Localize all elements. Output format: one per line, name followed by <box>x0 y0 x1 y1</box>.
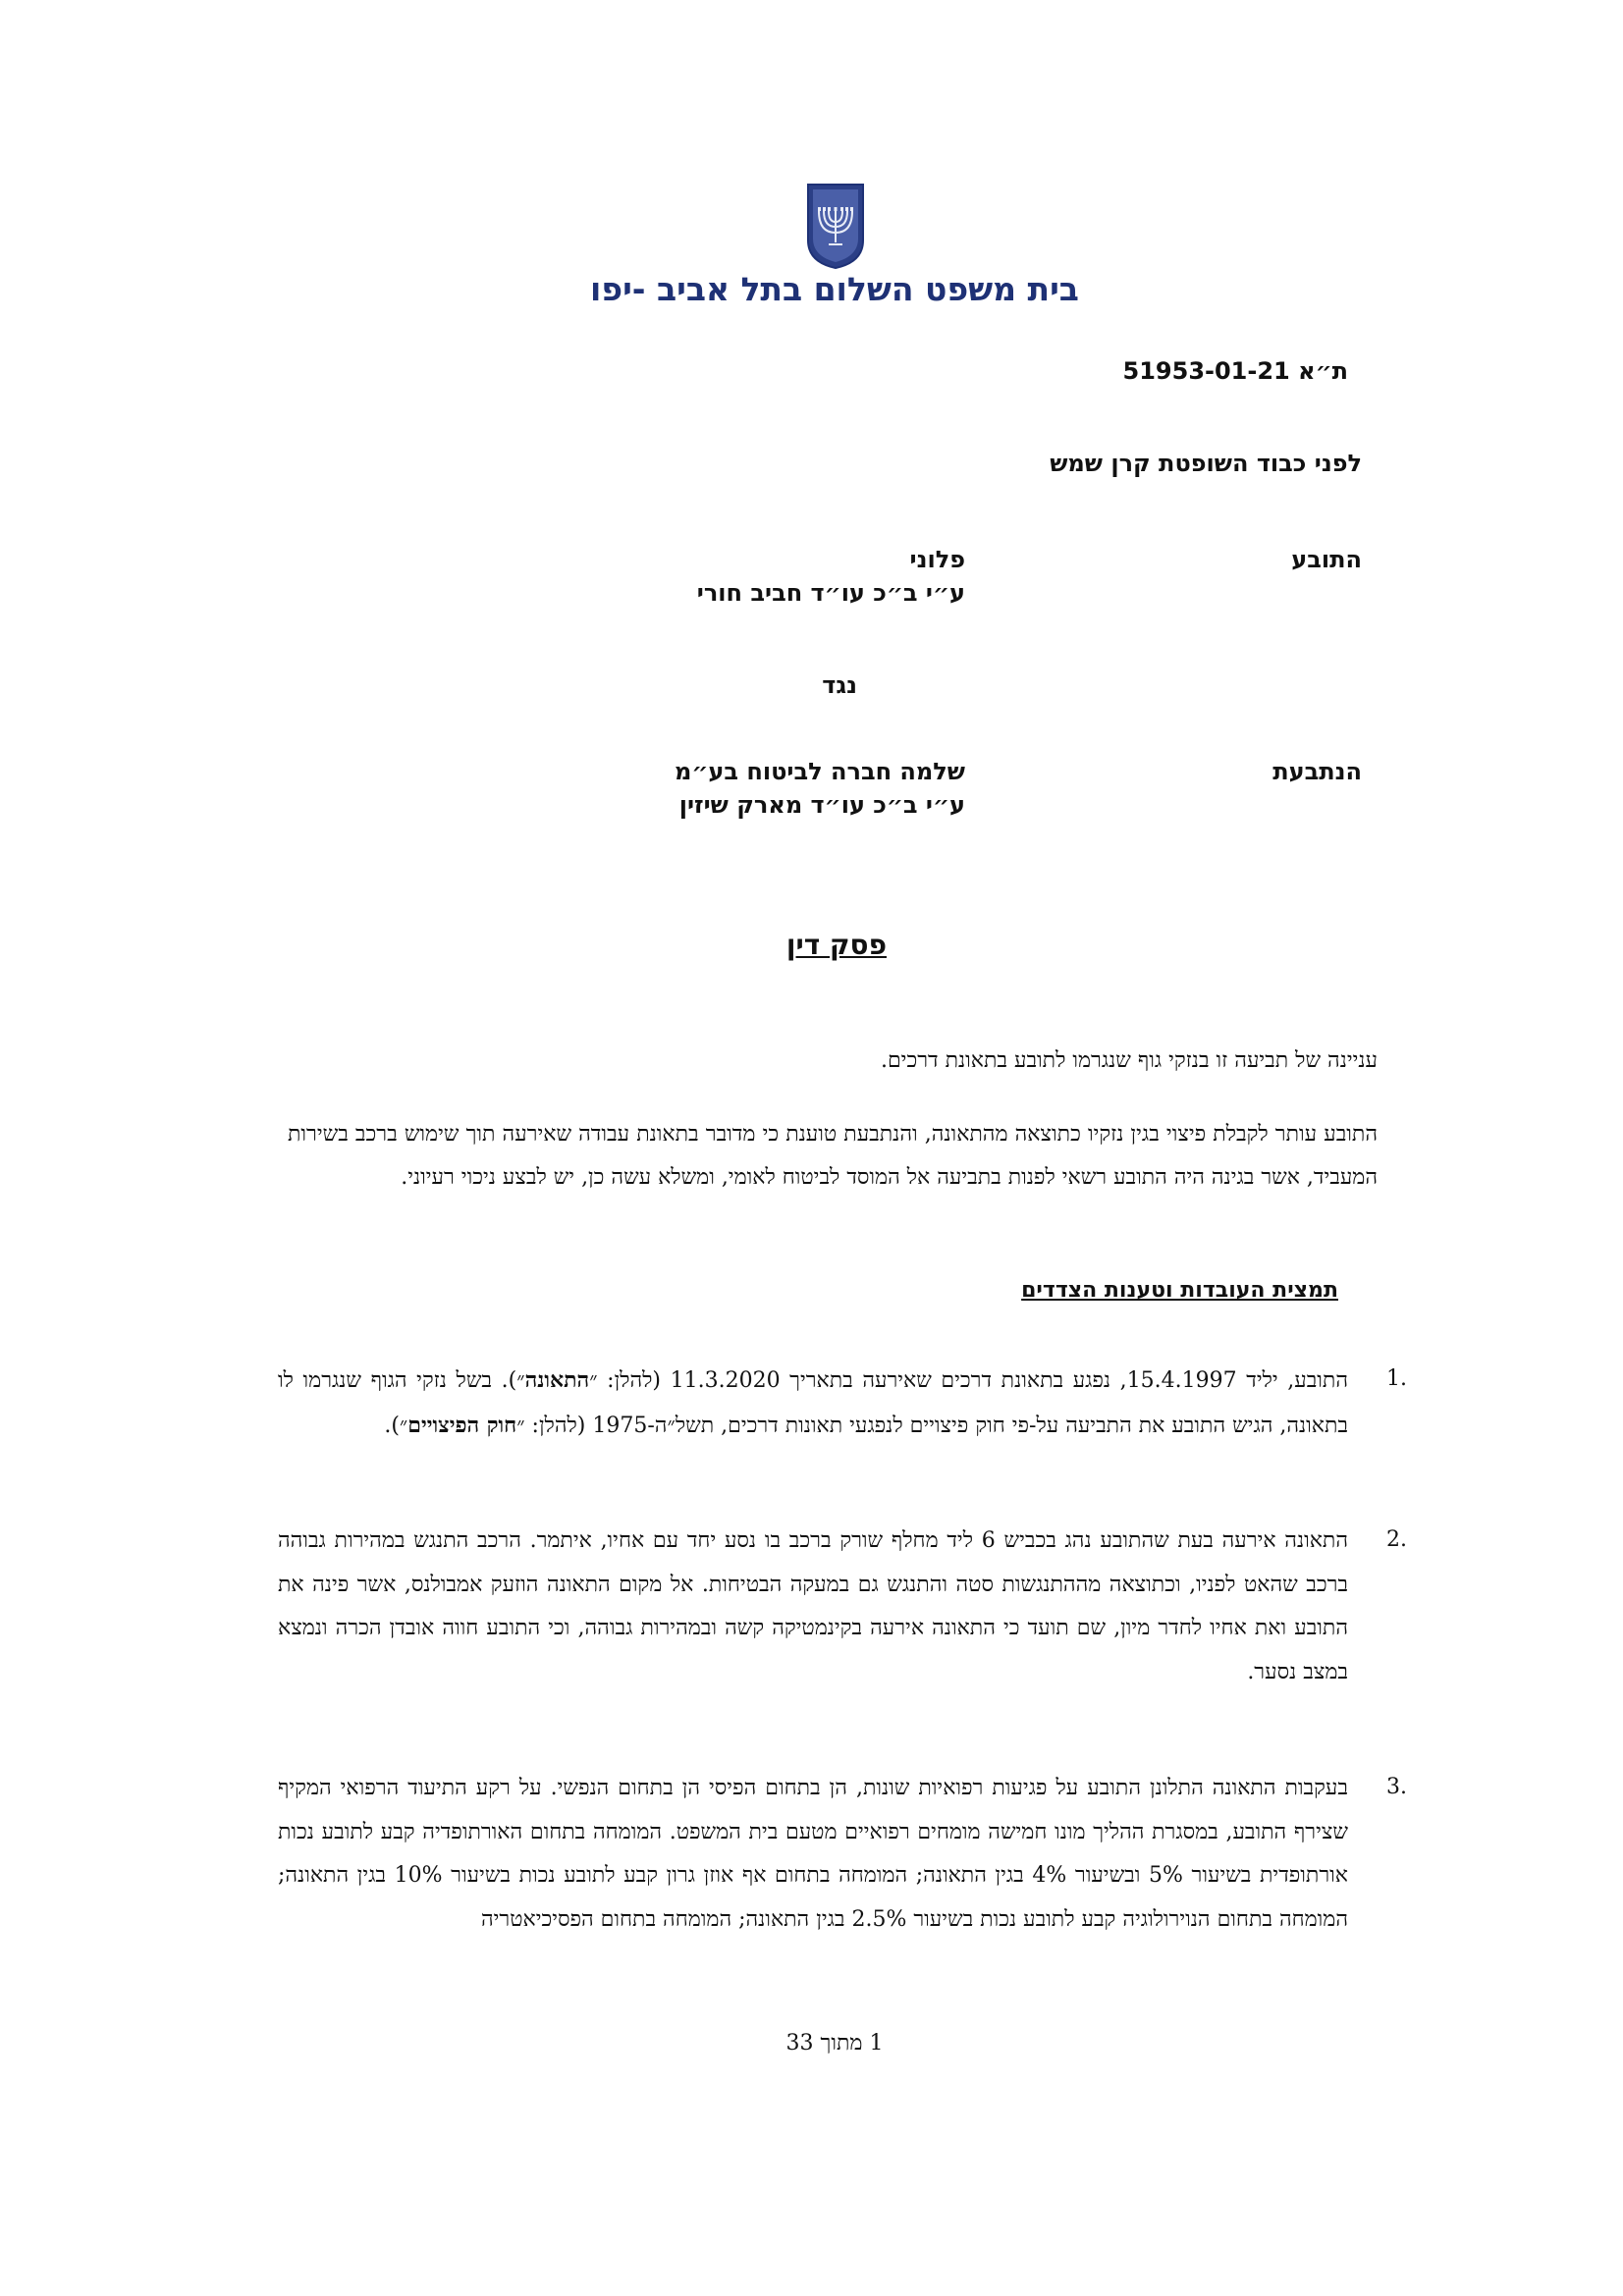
judge-line: לפני כבוד השופטת קרן שמש <box>1050 450 1362 477</box>
plaintiff-counsel: ע״י ב״כ עו״ד חביב חורי <box>696 579 965 607</box>
item-number: .2 <box>1386 1527 1407 1552</box>
numbered-item-3: בעקבות התאונה התלונן התובע על פגיעות רפואיות שונות, הן בתחום הפיסי הן בתחום הנפשי. על רקע התיעוד הרפואי המקיף שצירף התובע, במסגרת ההליך מונו חמישה מומחים רפואיים מטעם בית המשפט. המומחה בתחום האורתופדיה קבע לתובע נכות אורתופדית בשיעור 5% ובשיעור 4% בגין התאונה; המומחה בתחום אף אוזן גרון קבע לתובע נכות בשיעור 10% בגין התאונה; המומחה בתחום הנוירולוגיה קבע לתובע נכות בשיעור 2.5% בגין התאונה; המומחה בתחום הפסיכיאטריה <box>278 1776 1348 1932</box>
numbered-item-2: התאונה אירעה בעת שהתובע נהג בכביש 6 ליד מחלף שורק ברכב בו נסע יחד עם אחיו, איתמר. הרכב התנגש במהירות גבוהה ברכב שהאט לפניו, וכתוצאה מההתנגשות סטה והתנגש גם במעקה הבטיחות. אל מקום התאונה הוזעק אמבולנס, אשר פינה את התובע ואת אחיו לחדר מיון, שם תועד כי התאונה אירעה בקינמטיקה קשה ובמהירות גבוהה, וכי התובע חווה אובדן הכרה ונמצא במצב נסער. <box>278 1528 1348 1684</box>
defendant-counsel: ע״י ב״כ עו״ד מארק שיזין <box>678 791 965 819</box>
item-number: .3 <box>1386 1775 1407 1799</box>
intro-paragraph-1: עניינה של תביעה זו בנזקי גוף שנגרמו לתובע בתאונת דרכים. <box>880 1048 1378 1073</box>
defendant-role: הנתבעת <box>1272 758 1362 785</box>
versus-label: נגד <box>822 671 857 699</box>
item-number: .1 <box>1386 1366 1407 1391</box>
defined-term: חוק הפיצויים <box>407 1412 517 1438</box>
section-title: תמצית העובדות וטענות הצדדים <box>1021 1278 1338 1303</box>
plaintiff-role: התובע <box>1291 546 1362 573</box>
defined-term: התאונה <box>524 1367 590 1393</box>
page-footer: 1 מתוך 33 <box>785 2031 884 2056</box>
document-title: פסק דין <box>785 929 887 961</box>
item-text: ״). <box>384 1413 408 1438</box>
state-emblem-icon <box>805 182 866 270</box>
court-name: בית משפט השלום בתל אביב -יפו <box>590 270 1079 308</box>
plaintiff-name: פלוני <box>909 546 965 573</box>
numbered-item-1 <box>278 1359 1348 1448</box>
intro-paragraph-2: התובע עותר לקבלת פיצוי בגין נזקיו כתוצאה מהתאונה, והנתבעת טוענת כי מדובר בתאונת עבודה שאירעה תוך שימוש ברכב בשירות המעביד, אשר בגינה היה התובע רשאי לפנות בתביעה אל המוסד לביטוח לאומי, ומשלא עשה כן, יש לבצע ניכוי רעיוני. <box>288 1122 1378 1190</box>
defendant-name: שלמה חברה לביטוח בע״מ <box>675 758 965 785</box>
case-number: ת״א 51953-01-21 <box>1122 357 1348 385</box>
item-text: התובע, יליד 15.4.1997, נפגע בתאונת דרכים שאירעה בתאריך 11.3.2020 (להלן: ״ <box>589 1368 1349 1393</box>
item-text: ״). בשל נזקי הגוף שנגרמו לו בתאונה, הגיש התובע את התביעה על-פי חוק פיצויים לנפגעי תאונות דרכים, תשל״ה-1975 (להלן: ״ <box>278 1368 1348 1438</box>
